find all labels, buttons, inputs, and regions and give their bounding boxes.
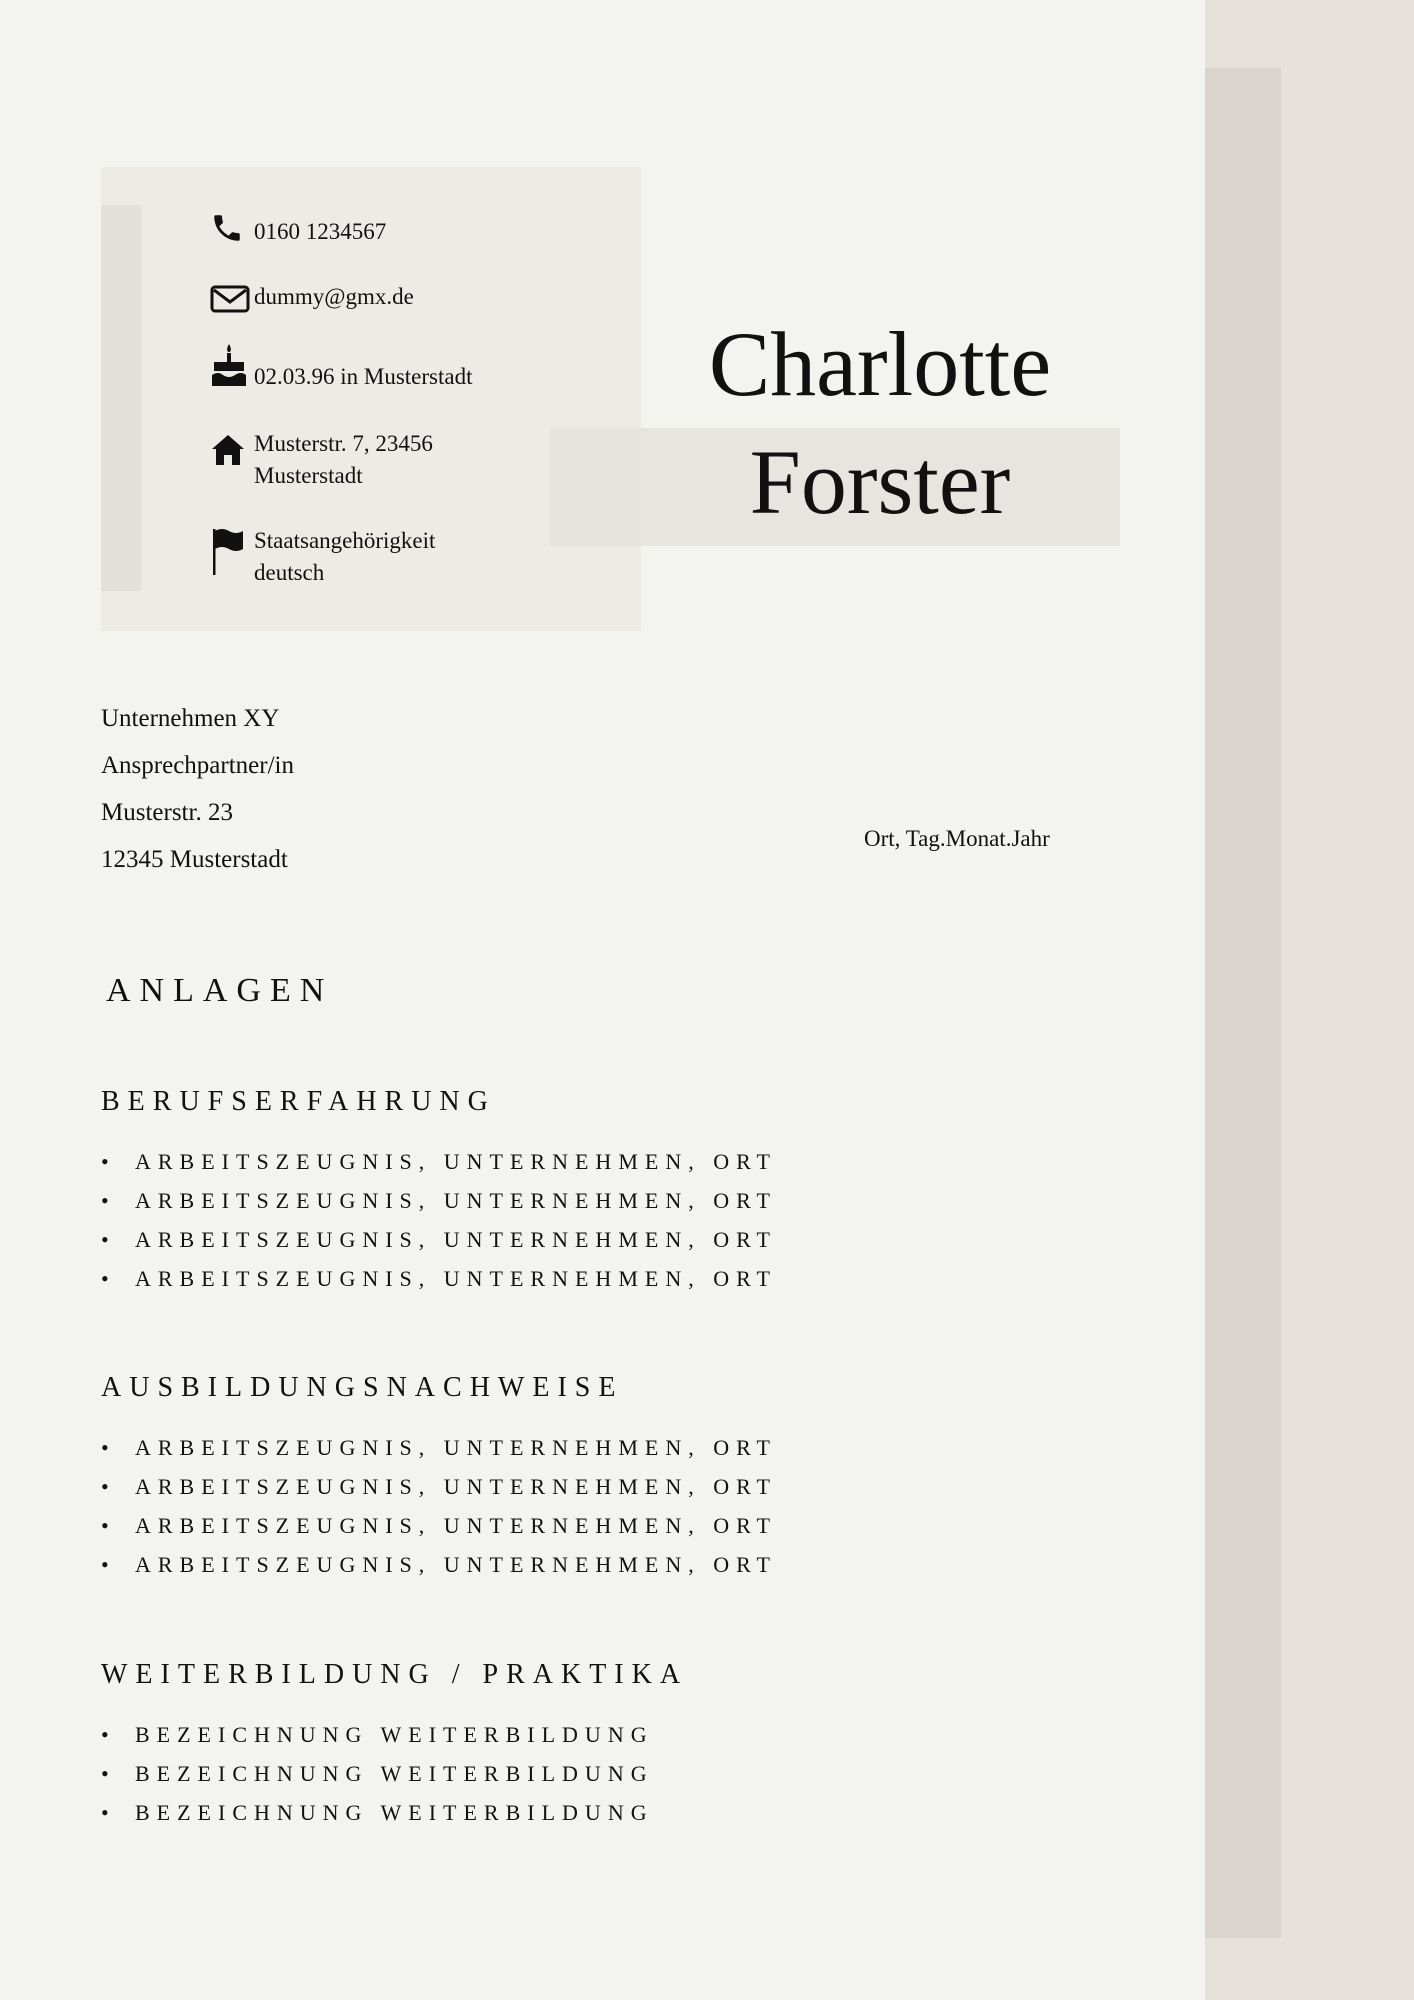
nationality-label: Staatsangehörigkeit [254, 528, 436, 553]
envelope-icon [210, 277, 254, 321]
list-item: • ARBEITSZEUGNIS, UNTERNEHMEN, ORT [101, 1552, 777, 1577]
section-title: BERUFSERFAHRUNG [101, 1086, 496, 1117]
section-title: WEITERBILDUNG / PRAKTIKA [101, 1659, 689, 1690]
section-weiterbildung [101, 1657, 688, 1832]
section-ausbildungsnachweise [101, 1370, 777, 1584]
address-text [254, 428, 433, 492]
recipient-contact: Ansprechpartner/in [101, 752, 294, 779]
contact-address [210, 428, 433, 492]
list-item: • ARBEITSZEUGNIS, UNTERNEHMEN, ORT [101, 1149, 777, 1174]
first-name: Charlotte [708, 313, 1052, 415]
list-item: • BEZEICHNUNG WEITERBILDUNG [101, 1800, 654, 1825]
list-item: • ARBEITSZEUGNIS, UNTERNEHMEN, ORT [101, 1266, 777, 1291]
list-item: • ARBEITSZEUGNIS, UNTERNEHMEN, ORT [101, 1513, 777, 1538]
section-title: AUSBILDUNGSNACHWEISE [101, 1372, 624, 1403]
birthday-cake-icon [210, 343, 254, 387]
section-berufserfahrung [101, 1084, 777, 1298]
date-line: Ort, Tag.Monat.Jahr [864, 826, 1050, 851]
contact-phone [210, 206, 386, 250]
nationality-value: deutsch [254, 560, 325, 585]
contact-accent-bar [101, 205, 141, 591]
address-line-1: Musterstr. 7, 23456 [254, 431, 433, 456]
applicant-name [590, 305, 1170, 541]
list-item: • ARBEITSZEUGNIS, UNTERNEHMEN, ORT [101, 1227, 777, 1252]
list-item: • ARBEITSZEUGNIS, UNTERNEHMEN, ORT [101, 1474, 777, 1499]
anlagen-heading: ANLAGEN [106, 972, 334, 1009]
list-item: • BEZEICHNUNG WEITERBILDUNG [101, 1722, 654, 1747]
contact-nationality [210, 525, 435, 589]
recipient-street: Musterstr. 23 [101, 799, 233, 826]
list-item: • BEZEICHNUNG WEITERBILDUNG [101, 1761, 654, 1786]
recipient-address [101, 695, 294, 883]
right-decor-bar [1205, 68, 1281, 1938]
email-text: dummy@gmx.de [254, 284, 414, 309]
section-list [101, 1142, 777, 1298]
section-list [101, 1428, 777, 1584]
section-list [101, 1715, 688, 1832]
phone-text: 0160 1234567 [254, 219, 387, 244]
recipient-company: Unternehmen XY [101, 705, 280, 732]
last-name: Forster [749, 431, 1011, 533]
birth-text: 02.03.96 in Musterstadt [254, 364, 473, 389]
list-item: • ARBEITSZEUGNIS, UNTERNEHMEN, ORT [101, 1188, 777, 1213]
nationality-text [254, 525, 435, 589]
list-item: • ARBEITSZEUGNIS, UNTERNEHMEN, ORT [101, 1435, 777, 1460]
contact-birth [210, 343, 473, 393]
recipient-city: 12345 Musterstadt [101, 846, 288, 873]
address-line-2: Musterstadt [254, 463, 363, 488]
home-icon [210, 428, 254, 472]
phone-icon [210, 206, 254, 250]
contact-email [210, 277, 414, 321]
flag-icon [210, 525, 254, 577]
